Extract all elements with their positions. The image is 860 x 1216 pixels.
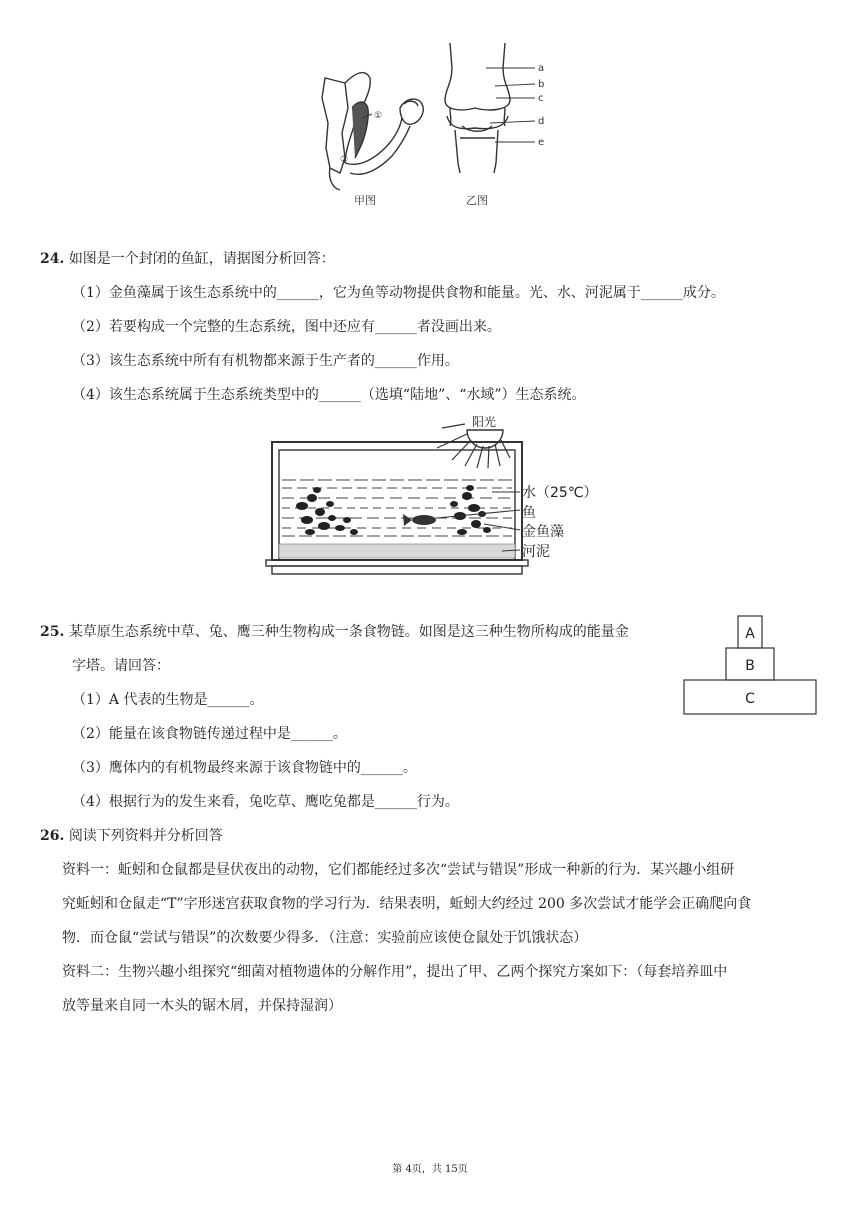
q26-line-1: 资料一：蚯蚓和仓鼠都是昼伏夜出的动物，它们都能经过多次“尝试与错误”形成一种新的行为．某兴趣小组研: [62, 862, 735, 878]
knee-mark-e: e: [538, 137, 545, 148]
q26-line-3: 物．而仓鼠“尝试与错误”的次数要少得多．（注意：实验前应该使仓鼠处于饥饿状态）: [62, 930, 588, 946]
energy-pyramid: [682, 614, 820, 718]
arm-mark-2: ②: [340, 155, 349, 165]
knee-mark-d: d: [538, 116, 545, 127]
pyramid-level-b: B: [745, 658, 755, 674]
q26-line-4: 资料二：生物兴趣小组探究“细菌对植物遗体的分解作用”，提出了甲、乙两个探究方案如下：（每套培养皿中: [62, 964, 728, 980]
q25-part-3: （3）鹰体内的有机物最终来源于该食物链中的______。: [72, 760, 417, 776]
arm-knee-figure: [300, 38, 570, 213]
mud-layer: [279, 544, 515, 558]
knee-mark-c: c: [538, 93, 544, 104]
q25-stem-line1: [40, 622, 629, 642]
q25-part-1: （1）A 代表的生物是______。: [72, 692, 264, 708]
label-fish: 鱼: [522, 505, 536, 521]
knee-mark-b: b: [538, 79, 545, 90]
caption-jia: 甲图: [354, 194, 376, 207]
fish-icon: [403, 514, 436, 526]
q26-line-5: 放等量来自同一木头的锯木屑，并保持湿润）: [62, 998, 342, 1014]
q24-part-3: （3）该生态系统中所有有机物都来源于生产者的______作用。: [72, 353, 459, 369]
q25-part-2: （2）能量在该食物链传递过程中是______。: [72, 726, 347, 742]
q25-stem-text: 某草原生态系统中草、兔、鹰三种生物构成一条食物链。如图是这三种生物所构成的能量金: [68, 624, 629, 640]
caption-yi: 乙图: [466, 194, 488, 207]
arm-mark-1: ①: [374, 111, 383, 121]
q26-stem-text: 阅读下列资料并分析回答: [68, 828, 223, 844]
q25-part-4: （4）根据行为的发生来看，兔吃草、鹰吃兔都是______行为。: [72, 794, 459, 810]
q24-part-4: （4）该生态系统属于生态系统类型中的______（选填“陆地”、“水域”）生态系统。: [72, 387, 586, 403]
q24-stem-text: 如图是一个封闭的鱼缸，请据图分析回答：: [68, 251, 335, 267]
pyramid-level-a: A: [745, 626, 755, 642]
label-mud: 河泥: [522, 544, 550, 560]
arm-diagram: [322, 73, 423, 190]
label-water: 水（25℃）: [522, 485, 598, 501]
sun-label: 阳光: [472, 415, 497, 429]
q24-part-1: （1）金鱼藻属于该生态系统中的______，它为鱼等动物提供食物和能量。光、水、河泥属于______成分。: [72, 285, 725, 301]
q24-stem: [40, 249, 335, 269]
q25-number: 25.: [40, 624, 65, 640]
page-number: 第 4页，共 15页: [392, 1164, 468, 1175]
label-hornwort: 金鱼藻: [522, 524, 564, 540]
q24-number: 24.: [40, 251, 65, 267]
q26-number: 26.: [40, 828, 65, 844]
pyramid-level-c: C: [745, 691, 755, 707]
q26-line-2: 究蚯蚓和仓鼠走“T”字形迷宫获取食物的学习行为．结果表明，蚯蚓大约经过 200 多次尝试才能学会正确爬向食: [62, 896, 752, 912]
q24-part-2: （2）若要构成一个完整的生态系统，图中还应有______者没画出来。: [72, 319, 501, 335]
fish-tank-figure: [262, 410, 612, 580]
knee-diagram: [445, 43, 510, 173]
q26-stem: [40, 826, 223, 846]
knee-mark-a: a: [538, 63, 545, 74]
q25-stem-line2: 字塔。请回答：: [72, 658, 170, 674]
